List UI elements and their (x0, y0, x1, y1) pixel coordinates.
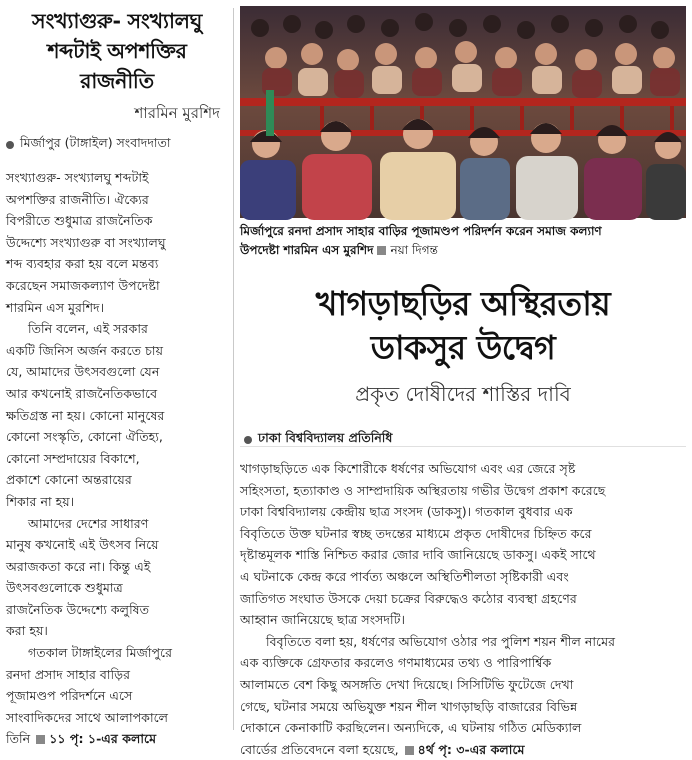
body-line: বিবৃতিতে উক্ত ঘটনার স্বচ্ছ তদন্তের মাধ্যমে প্রকৃত দোষীদের চিহ্নিত করে (240, 525, 592, 541)
body-line: তিনি বলেন, এই সরকার (28, 321, 148, 337)
caption-text: মির্জাপুরে রনদা প্রসাদ সাহার বাড়ির পূজামণ্ডপ পরিদর্শন করেন সমাজ কল্যাণ (240, 224, 602, 238)
body-line: শারমিন এস মুরশিদ। (6, 299, 105, 315)
jump-text: ৪র্থ পৃ: ৩-এর কলামে (417, 741, 525, 757)
audience-photo-illustration (240, 6, 686, 218)
main-story-subheadline: প্রকৃত দোষীদের শাস্তির দাবি (355, 382, 571, 406)
headline-line: শব্দটাই অপশক্তির (47, 39, 187, 63)
last-line-text: তিনি (6, 731, 31, 747)
square-marker-icon (405, 746, 414, 755)
last-line-text: বোর্ডের প্রতিবেদনে বলা হয়েছে, (240, 741, 399, 757)
body-line: দোকানে কেনাকাটি করছিলেন। অন্যদিকে, এ ঘটনায় গঠিত মেডিক্যাল (240, 720, 582, 736)
jump-text: ১১ পৃ: ১-এর কলামে (49, 731, 157, 747)
body-line: কোনো সংস্কৃতি, কোনো ঐতিহ্য, (6, 429, 163, 445)
caption-line (240, 222, 686, 241)
body-line: কোনো সম্প্রদায়ের বিকাশে, (6, 450, 140, 466)
body-line: জাতিগত সংঘাত উসকে দেয়া চক্রের বিরুদ্ধেও কঠোর ব্যবস্থা গ্রহণের (240, 590, 577, 606)
body-line: অপশক্তির রাজনীতি। ঐক্যের (6, 191, 149, 207)
body-line: রাজনৈতিক উদ্দেশ্যে কলুষিত (6, 601, 150, 617)
body-line: ঢাকা বিশ্ববিদ্যালয় কেন্দ্রীয় ছাত্র সংসদ (ডাকসু)। গতকাল বুধবার এক (240, 504, 573, 520)
headline-line: রাজনীতি (80, 69, 154, 93)
body-line: আর কখনোই রাজনৈতিকভাবে (6, 385, 158, 401)
body-line: প্রকাশে কোনো অন্তরায়ের (6, 472, 132, 488)
news-photo (240, 6, 686, 218)
continued-jump-link[interactable] (34, 731, 156, 746)
continued-jump-link[interactable] (403, 742, 525, 757)
body-line: সাংবাদিকদের সাথে আলাপকালে (6, 709, 169, 725)
body-line: করেছেন সমাজকল্যাণ উপদেষ্টা (6, 277, 160, 293)
body-line: এক ব্যক্তিকে গ্রেফতার করলেও গণমাধ্যমের তথ্য ও পারিপার্শ্বিক (240, 655, 552, 671)
body-line: দৃষ্টান্তমূলক শাস্তি নিশ্চিত করার জোর দাবি জানিয়েছে ডাকসু। একই সাথে (240, 547, 596, 563)
body-line: একটি জিনিস অর্জন করতে চায় (6, 342, 163, 358)
body-line: গেছে, ঘটনার সময়ে অভিযুক্ত শয়ন শীল খাগড়াছড়ি বাজারের বিভিন্ন (240, 698, 578, 714)
column-divider (233, 8, 234, 730)
main-story-dateline (244, 430, 392, 450)
body-line: খাগড়াছড়িতে এক কিশোরীকে ধর্ষণের অভিযোগ এবং এর জেরে সৃষ্ট (240, 461, 576, 476)
dateline-divider (240, 446, 686, 447)
body-line-last (6, 728, 228, 750)
body-line: উৎসবগুলোকে শুধুমাত্র (6, 580, 123, 596)
headline-line: ডাকসুর উদ্বেগ (370, 328, 556, 367)
body-line: বিপরীতে শুধুমাত্র রাজনৈতিক (6, 213, 153, 229)
left-story-body (6, 167, 228, 750)
dateline-text: ঢাকা বিশ্ববিদ্যালয় প্রতিনিধি (258, 430, 393, 445)
headline-line: সংখ্যাগুরু- সংখ্যালঘু (32, 9, 202, 33)
bullet-icon (6, 141, 14, 149)
left-story-author: শারমিন মুরশিদ (134, 104, 220, 122)
body-line: ক্ষতিগ্রস্ত না হয়। কোনো মানুষের (6, 407, 165, 423)
left-story-dateline (6, 135, 228, 155)
dateline-text: মির্জাপুর (টাঙ্গাইল) সংবাদদাতা (20, 135, 171, 150)
body-line: আলামতে বেশ কিছু অসঙ্গতি দেখা দিয়েছে। সিসিটিভি ফুটেজে দেখা (240, 676, 574, 692)
left-story-headline (6, 6, 228, 96)
body-line: রনদা প্রসাদ সাহার বাড়ির (6, 666, 131, 682)
caption-line (240, 241, 686, 260)
headline-line: খাগড়াছড়ির অস্থিরতায় (315, 284, 611, 323)
body-line: আমাদের দেশের সাধারণ (28, 515, 149, 531)
body-line: মানুষ কখনোই এই উৎসব নিয়ে (6, 537, 159, 553)
square-marker-icon (36, 735, 45, 744)
body-line: যে, আমাদের উৎসবগুলো যেন (6, 364, 160, 380)
body-line: পূজামণ্ডপ পরিদর্শনে এসে (6, 688, 133, 704)
bullet-icon (244, 436, 252, 444)
body-line: সহিংসতা, হত্যাকাণ্ড ও সাম্প্রদায়িক অস্থিরতায় গভীর উদ্বেগ প্রকাশ করেছে (240, 482, 606, 498)
body-line: বিবৃতিতে বলা হয়, ধর্ষণের অভিযোগ ওঠার পর পুলিশ শয়ন শীল নামের (266, 633, 616, 649)
body-line: গতকাল টাঙ্গাইলের মির্জাপুরে (28, 645, 173, 661)
body-line: সংখ্যাগুরু- সংখ্যালঘু শব্দটাই (6, 170, 149, 185)
left-story (6, 6, 228, 747)
body-line: করা হয়। (6, 623, 48, 639)
body-line: শব্দ ব্যবহার করা হয় বলে মন্তব্য (6, 256, 159, 272)
main-story-headline (240, 282, 686, 370)
photo-credit: নয়া দিগন্ত (390, 243, 438, 257)
body-line: শিকার না হয়। (6, 493, 75, 509)
body-line: এ ঘটনাকে কেন্দ্র করে পার্বত্য অঞ্চলে অস্থিতিশীলতা সৃষ্টিকারী এবং (240, 568, 569, 584)
body-line-last (240, 739, 686, 760)
square-marker-icon (377, 246, 386, 255)
photo-caption (240, 222, 686, 260)
main-story-body (240, 458, 686, 760)
caption-text: উপদেষ্টা শারমিন এস মুরশিদ (240, 243, 374, 257)
body-line: উদ্দেশ্যে সংখ্যাগুরু বা সংখ্যালঘু (6, 234, 166, 250)
body-line: আহ্বান জানিয়েছে ছাত্র সংসদটি। (240, 612, 406, 628)
body-line: অরাজকতা করে না। কিন্তু এই (6, 558, 151, 574)
